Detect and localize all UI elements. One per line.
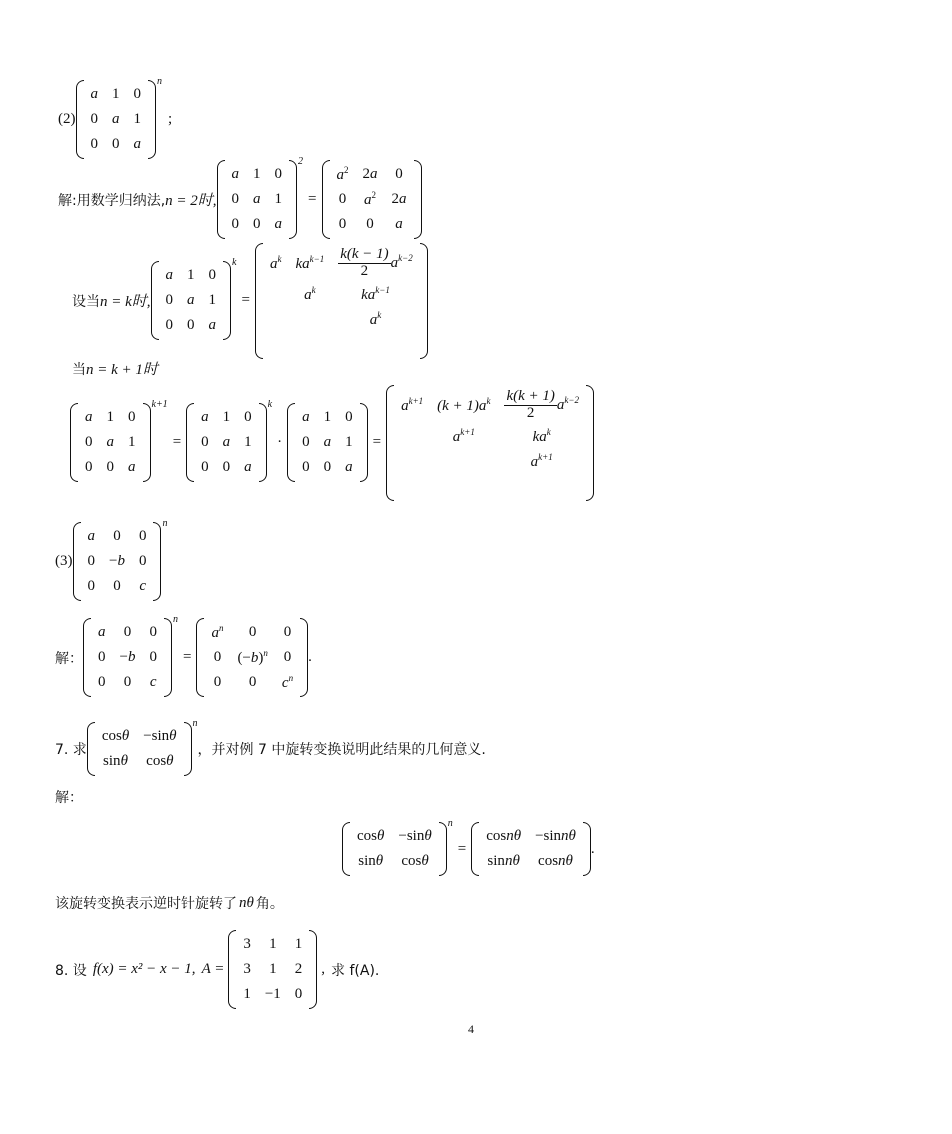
exponent: k+1 xyxy=(151,399,168,411)
solution-label: 解： xyxy=(55,650,83,667)
n2-condition: n = 2时, xyxy=(165,193,217,209)
induction-hypothesis xyxy=(72,243,428,359)
exponent: n xyxy=(192,718,198,729)
matrix-a-label: A = xyxy=(201,961,225,977)
exponent: k xyxy=(232,257,237,269)
equals: = xyxy=(172,434,182,451)
exponent: 2 xyxy=(298,156,304,167)
matrix-power-k1: a 1 0 0 a 1 0 0 a k+1 xyxy=(70,403,168,482)
problem-3-label: (3) xyxy=(55,553,73,569)
matrix-power-k: a 1 0 0 a 1 0 0 a k xyxy=(151,261,237,340)
matrix-power-2: a 1 0 0 a 1 0 0 a 2 xyxy=(217,160,304,239)
rotation-result xyxy=(342,818,595,876)
matrix-factor: a 1 0 0 a 1 0 0 a xyxy=(287,403,368,482)
question-8-label: 8. 设 xyxy=(55,962,87,979)
matrix-a: 3 1 1 3 1 2 1 −1 0 xyxy=(228,930,317,1009)
period: . xyxy=(590,840,595,857)
matrix-a10-0a1-00a: a 1 0 0 a 1 0 0 a n xyxy=(76,80,163,159)
question-7-conclusion xyxy=(55,893,284,913)
problem-3-statement xyxy=(55,518,168,601)
when-label: 当 xyxy=(72,361,86,378)
question-7 xyxy=(55,718,486,776)
exponent: n xyxy=(447,818,453,829)
equals: = xyxy=(372,434,382,451)
induction-step xyxy=(70,385,594,501)
equals: = xyxy=(241,292,250,309)
question-8: 8. 设 f(x) = x² − x − 1, A = 3 1 1 3 1 2 1 −1 0 , 求 f(A). xyxy=(55,930,379,1009)
problem-2-label: (2) xyxy=(58,111,76,127)
dot-operator: · xyxy=(277,434,283,451)
solution-7-label xyxy=(55,787,83,807)
equals: = xyxy=(308,191,317,207)
problem-2-statement xyxy=(58,76,173,159)
solution-intro: 解:用数学归纳法, xyxy=(58,192,166,209)
matrix-result-2: $a^2$ 2a 0 0 $a^2$ 2a 0 0 a xyxy=(322,160,422,239)
assume-condition: n = k时, xyxy=(100,294,151,311)
when-condition: n = k + 1时 xyxy=(86,362,158,378)
function-definition: f(x) = x² − x − 1, xyxy=(92,961,196,977)
semicolon: ; xyxy=(168,111,173,127)
exponent: n xyxy=(172,614,178,625)
rotation-matrix: cosθ −sinθ sinθ cosθ n xyxy=(87,722,198,776)
matrix-diag-result: $a^n$ 0 0 0 $(-b)^n$ 0 0 0 $c^n$ xyxy=(196,618,308,697)
exponent: n xyxy=(162,518,168,529)
question-7-text: ，并对例 7 中旋转变换说明此结果的几何意义. xyxy=(197,742,486,758)
matrix-diag-abc: a 0 0 0 −b 0 0 0 c n xyxy=(73,522,168,601)
question-8-ask: 求 f(A). xyxy=(331,962,380,979)
matrix-result-k1: $a^{k+1}$ $(k + 1)a^k$ $\frac{k(k + 1)}{2}$ $a^{k-2}$ $a^{k+1}$ $ka^k$ $a^{k+1}$ xyxy=(386,385,594,501)
assume-label: 设当 xyxy=(72,293,100,310)
exponent: n xyxy=(157,76,162,87)
exponent: k xyxy=(267,399,273,411)
conclusion-variable: nθ xyxy=(239,894,254,911)
question-7-label: 7. 求 xyxy=(55,742,87,758)
induction-step-label xyxy=(72,358,158,379)
solution-3 xyxy=(55,614,312,697)
solution-n2 xyxy=(58,156,422,239)
matrix-result-k: $a^k$ $ka^{k-1}$ $\frac{k(k - 1)}{2}$ $a^{k-2}$ $a^k$ $ka^{k-1}$ $a^k$ xyxy=(255,243,428,359)
equals: = xyxy=(182,649,192,665)
conclusion-text: 该旋转变换表示逆时针旋转了 xyxy=(55,896,237,912)
matrix-diag-power: a 0 0 0 −b 0 0 0 c n xyxy=(83,618,178,697)
page-number: 4 xyxy=(468,1022,474,1036)
rotation-matrix-power: cosθ −sinθ sinθ cosθ n xyxy=(342,822,453,876)
matrix-power-k-factor: a 1 0 0 a 1 0 0 a k xyxy=(186,403,272,482)
equals: = xyxy=(457,840,467,857)
conclusion-suffix: 角。 xyxy=(255,896,284,912)
rotation-matrix-n: cosnθ −sinnθ sinnθ cosnθ xyxy=(471,822,591,876)
solution-label: 解： xyxy=(55,790,83,806)
period: . xyxy=(308,649,312,665)
